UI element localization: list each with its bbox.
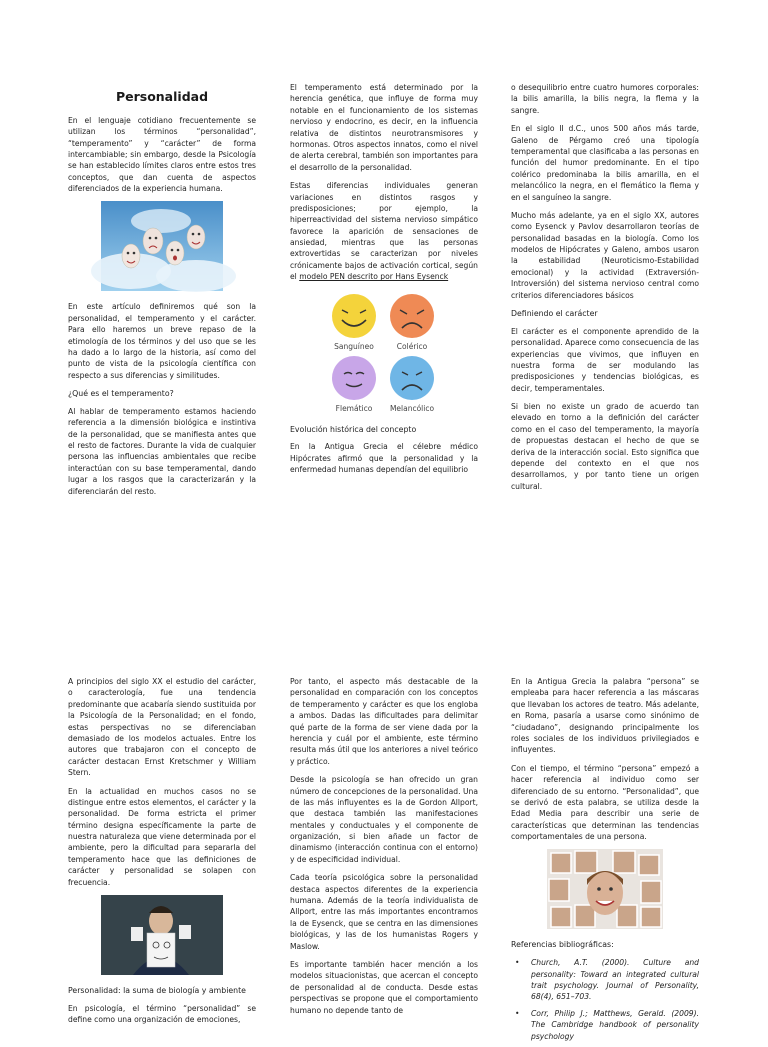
sanguine-face-icon <box>332 294 376 338</box>
paragraph: Por tanto, el aspecto más destacable de la personalidad en comparación con los conceptos de temperamento y carácter es que los engloba a ambos. Dadas las dificultades para delimitar qué parte de la forma de ser viene dada por la herencia y cuál por el ambiente, este término resulta más útil que los anteriores a nivel teórico y práctico. <box>290 677 478 766</box>
phlegmatic-face-icon <box>332 356 376 400</box>
paragraph: En psicología, el término “personalidad” se define como una organización de emociones, <box>68 1003 256 1025</box>
paragraph: Si bien no existe un grado de acuerdo tan elevado en torno a la definición del carácter como en el caso del temperamento, la mayoría de propuestas destacan el hecho de que se deriva de la interacción social. Esto significa que depende del contexto en el que nos desarrollamos, y por tanto tiene un origen cultural. <box>511 402 699 491</box>
man-with-masks-image <box>101 895 223 975</box>
references-list <box>511 957 699 1042</box>
choleric-label: Colérico <box>396 341 428 351</box>
temperaments-faces <box>326 290 442 414</box>
pen-model-link[interactable]: modelo PEN descrito por Hans Eysenck <box>299 272 449 282</box>
phlegmatic-label: Flemático <box>335 403 373 413</box>
section-heading: Evolución histórica del concepto <box>290 424 417 434</box>
paragraph: Al hablar de temperamento estamos haciendo referencia a la dimensión biológica e instintiva de la personalidad, que se manifiesta antes que el resto de factores. Durante la vida de cualquier persona las influencias ambientales que recibe interactúan con su base temperamental, dando lugar a los rasgos que la caracterizarán y la diferenciarán del resto. <box>68 406 256 496</box>
paragraph: o desequilibrio entre cuatro humores corporales: la bilis amarilla, la bilis negra, la flema y la sangre. <box>511 83 699 115</box>
paragraph: En el siglo II d.C., unos 500 años más tarde, Galeno de Pérgamo creó una tipología temperamental que clasificaba a las personas en función del humor predominante. En el tipo colérico predominaba la bilis amarilla, en el melancólico la negra, en el flemático la flema y en el sanguíneo la sangre. <box>511 124 699 202</box>
section-heading: ¿Qué es el temperamento? <box>68 389 174 399</box>
paragraph: A principios del siglo XX el estudio del carácter, o caracterología, fue una tendencia predominante que acabaría siendo sustituida por la Psicología de la Personalidad; en el fondo, estas perspectivas no se diferenciaban demasiado de los modelos actuales. Entre los autores que trabajaron con el concepto de carácter destacan Ernst Kretschmer y William Stern. <box>68 677 256 778</box>
page-top <box>0 0 768 512</box>
reference-item: • Church, A.T. (2000). Culture and personality: Toward an integrated cultural trait psychology. Journal of Personality, 68(4), 651–703. <box>511 957 699 1003</box>
paragraph: En la Antigua Grecia la palabra “persona” se empleaba para hacer referencia a las máscaras que llevaban los actores de teatro. Más adelante, en Roma, pasaría a usarse como sinónimo de “ciudadano”, designando principalmente los roles sociales de los individuos privilegiados e influyentes. <box>511 677 699 755</box>
column-3 <box>511 676 699 1047</box>
paragraph: El carácter es el componente aprendido de la personalidad. Aparece como consecuencia de las experiencias que vivimos, que influyen en nuestra forma de ser modulando las predisposiciones y tendencias biológicas, es decir, temperamentales. <box>511 326 699 393</box>
column-1 <box>68 88 256 504</box>
column-1 <box>68 676 256 1033</box>
column-3 <box>511 82 699 499</box>
paragraph: En este artículo definiremos qué son la personalidad, el temperamento y el carácter. Para ello haremos un breve repaso de la etimología de los términos y del uso que se les ha dado a lo largo de la historia, así como del punto de vista de la psicología científica con respecto a sus diferencias y similitudes. <box>68 302 256 380</box>
masks-image <box>101 201 223 291</box>
paragraph: Es importante también hacer mención a los modelos situacionistas, que acercan el concepto de personalidad al de conducta. Desde estas perspectivas se propone que el comportamiento humano no depende tanto de <box>290 959 478 1015</box>
reference-item: • Corr, Philip J.; Matthews, Gerald. (2009). The Cambridge handbook of personality psychology <box>511 1008 699 1042</box>
references-heading: Referencias bibliográficas: <box>511 940 614 950</box>
section-heading: Personalidad: la suma de biología y ambiente <box>68 986 246 996</box>
melancholic-face-icon <box>390 356 434 400</box>
page-title: Personalidad <box>115 89 209 104</box>
section-heading: Definiendo el carácter <box>511 309 598 319</box>
melancholic-label: Melancólico <box>389 403 435 413</box>
page-bottom <box>0 512 768 1041</box>
choleric-face-icon <box>390 294 434 338</box>
column-2 <box>290 82 478 483</box>
faces-collage-image <box>547 849 663 929</box>
paragraph: Desde la psicología se han ofrecido un gran número de concepciones de la personalidad. Una de las más influyentes es la de Gordon Allport, que destaca también las manifestaciones mentales y conductuales y el componente de organización, si bien añade un factor de dinamismo (interacción continua con el entorno) y de especificidad individual. <box>290 775 478 864</box>
paragraph: Con el tiempo, el término “persona” empezó a hacer referencia al individuo como ser diferenciado de su entorno. “Personalidad”, que se derivó de esta palabra, se utiliza desde la Edad Media para describir una serie de características que determinan las tendencias comportamentales de una persona. <box>511 763 699 842</box>
paragraph: En la actualidad en muchos casos no se distingue entre estos elementos, el carácter y la personalidad. De forma estricta el primer término designa específicamente la parte de nuestra naturaleza que viene determinada por el ambiente, pero la dificultad para separarla del temperamento hace que las definiciones de carácter y personalidad se solapen con frecuencia. <box>68 786 256 887</box>
paragraph: Cada teoría psicológica sobre la personalidad destaca aspectos diferentes de la experiencia humana. Además de la teoría individualista de Allport, entre las más importantes encontramos la de Eysenck, que se centra en las dimensiones biológicas, y las de los humanistas Rogers y Maslow. <box>290 873 478 951</box>
paragraph: Mucho más adelante, ya en el siglo XX, autores como Eysenck y Pavlov desarrollaron teorías de personalidad basadas en la biología. Como los modelos de Hipócrates y Galeno, ambos usaron la estabilidad (Neuroticismo-Estabilidad emocional) y la actividad (Extraversión-Introversión) del sistema nervioso central como criterios diferenciadores básicos <box>511 210 699 300</box>
sanguine-label: Sanguíneo <box>334 341 374 351</box>
paragraph: Estas diferencias individuales generan variaciones en distintos rasgos y predisposiciones; por ejemplo, la hiperreactividad del sistema nervioso simpático favorece la aparición de sensaciones de ansiedad, mientras que las personas extrovertidas se caracterizan por niveles crónicamente bajos de activación cortical, según el modelo PEN descrito por Hans Eysenck <box>290 181 478 282</box>
paragraph: El temperamento está determinado por la herencia genética, que influye de forma muy notable en el funcionamiento de los sistemas nervioso y endocrino, es decir, en la influencia relativa de distintos neurotransmisores y hormonas. Otros aspectos innatos, como el nivel de alerta cerebral, también son importantes para el desarrollo de la personalidad. <box>290 83 479 172</box>
column-2 <box>290 676 478 1023</box>
paragraph: En la Antigua Grecia el célebre médico Hipócrates afirmó que la personalidad y la enfermedad humanas dependían del equilibrio <box>290 442 478 475</box>
paragraph: En el lenguaje cotidiano frecuentemente se utilizan los términos “personalidad”, “temperamento” y “carácter” de forma intercambiable; sin embargo, desde la Psicología se han establecido límites claros entre estos tres conceptos, que dan cuenta de aspectos diferenciados de la experiencia humana. <box>68 115 256 194</box>
